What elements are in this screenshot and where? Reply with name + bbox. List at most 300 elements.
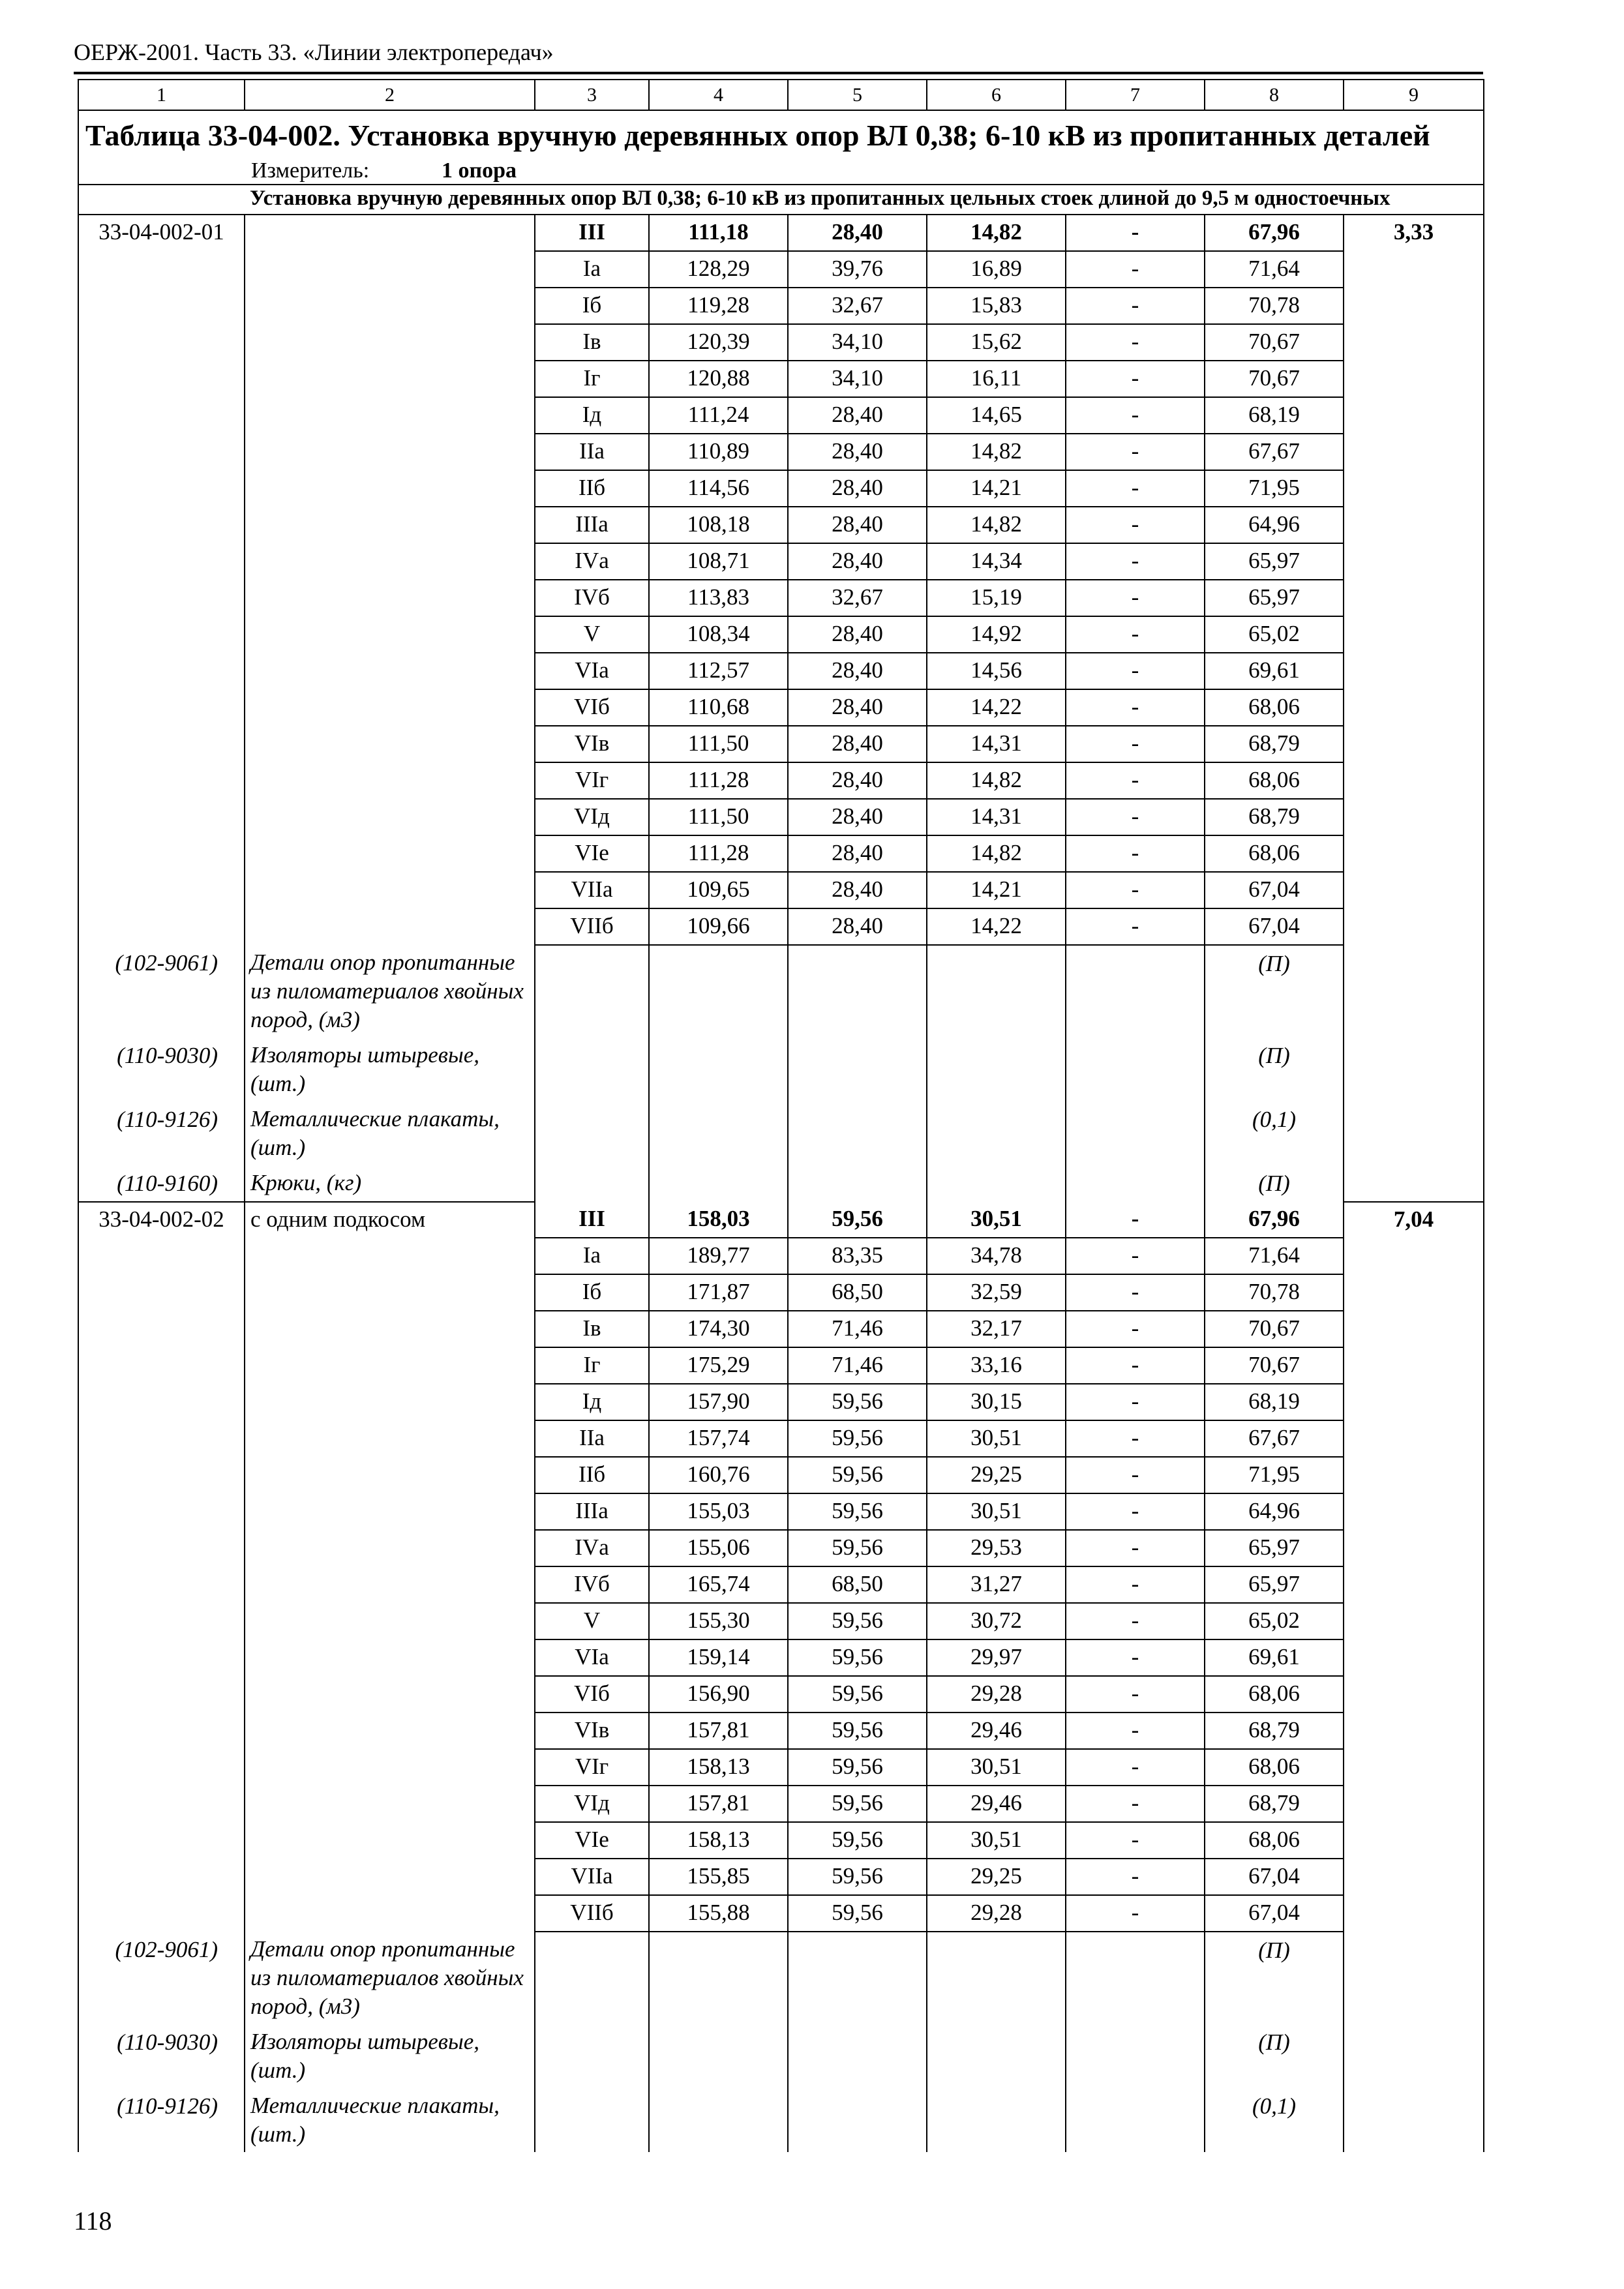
empty-cell <box>535 1101 649 1165</box>
empty-cell <box>1344 1932 1484 2024</box>
zone-cell: VIIб <box>535 908 649 945</box>
zone-cell: V <box>535 616 649 653</box>
rate-code <box>78 1822 245 1859</box>
resource-row <box>78 2088 1484 2152</box>
table-row <box>78 1384 1484 1420</box>
empty-cell <box>1344 2024 1484 2088</box>
rate-code <box>78 507 245 543</box>
col9-cell <box>1344 543 1484 580</box>
col9-cell <box>1344 1311 1484 1347</box>
rate-code <box>78 288 245 324</box>
rate-description <box>245 689 535 726</box>
zone-cell: Iг <box>535 361 649 397</box>
rate-code <box>78 835 245 872</box>
resource-row <box>78 945 1484 1038</box>
col9-cell <box>1344 361 1484 397</box>
resource-row <box>78 2024 1484 2088</box>
rate-code <box>78 762 245 799</box>
table-row <box>78 616 1484 653</box>
col9-cell <box>1344 799 1484 835</box>
rate-description <box>245 361 535 397</box>
value-cell: 15,62 <box>927 324 1066 361</box>
value-cell: 14,82 <box>927 507 1066 543</box>
rate-description <box>245 872 535 908</box>
zone-cell: Iв <box>535 1311 649 1347</box>
value-cell: 157,74 <box>649 1420 788 1457</box>
value-cell: 68,06 <box>1205 835 1344 872</box>
value-cell: 114,56 <box>649 470 788 507</box>
value-cell: 59,56 <box>788 1639 927 1676</box>
value-cell: - <box>1066 762 1205 799</box>
rate-code <box>78 1603 245 1639</box>
zone-cell: VIд <box>535 799 649 835</box>
col9-cell <box>1344 1384 1484 1420</box>
value-cell: 70,67 <box>1205 324 1344 361</box>
value-cell: - <box>1066 397 1205 434</box>
resource-row <box>78 1038 1484 1101</box>
empty-cell <box>649 2088 788 2152</box>
rate-description <box>245 616 535 653</box>
rate-code <box>78 580 245 616</box>
value-cell: - <box>1066 689 1205 726</box>
rate-code <box>78 1311 245 1347</box>
table-row <box>78 653 1484 689</box>
rate-description <box>245 1238 535 1274</box>
value-cell: 15,19 <box>927 580 1066 616</box>
rate-description <box>245 1493 535 1530</box>
rate-code <box>78 872 245 908</box>
value-cell: 33,16 <box>927 1347 1066 1384</box>
value-cell: 14,82 <box>927 434 1066 470</box>
value-cell: 59,56 <box>788 1530 927 1566</box>
rate-description <box>245 1639 535 1676</box>
value-cell: - <box>1066 1493 1205 1530</box>
value-cell: 120,39 <box>649 324 788 361</box>
rate-description <box>245 908 535 945</box>
table-row <box>78 1274 1484 1311</box>
resource-code: (102-9061) <box>78 1932 245 2024</box>
resource-qty: (П) <box>1205 1038 1344 1101</box>
column-number: 6 <box>927 80 1066 110</box>
col9-cell <box>1344 580 1484 616</box>
value-cell: 65,02 <box>1205 616 1344 653</box>
table-row <box>78 215 1484 251</box>
empty-cell <box>1066 1101 1205 1165</box>
value-cell: 175,29 <box>649 1347 788 1384</box>
value-cell: 68,79 <box>1205 799 1344 835</box>
value-cell: - <box>1066 580 1205 616</box>
zone-cell: VIд <box>535 1786 649 1822</box>
table-row <box>78 324 1484 361</box>
empty-cell <box>788 1165 927 1202</box>
rate-code <box>78 1347 245 1384</box>
value-cell: 14,65 <box>927 397 1066 434</box>
table-row <box>78 762 1484 799</box>
value-cell: 59,56 <box>788 1384 927 1420</box>
value-cell: 67,04 <box>1205 872 1344 908</box>
unit-row <box>78 158 1484 185</box>
col9-cell <box>1344 251 1484 288</box>
value-cell: 32,59 <box>927 1274 1066 1311</box>
zone-cell: Iд <box>535 1384 649 1420</box>
unit-cell <box>78 158 1484 185</box>
table-row <box>78 1676 1484 1713</box>
value-cell: 65,97 <box>1205 543 1344 580</box>
value-cell: 67,67 <box>1205 434 1344 470</box>
value-cell: 70,78 <box>1205 1274 1344 1311</box>
empty-cell <box>649 945 788 1038</box>
value-cell: 67,04 <box>1205 1859 1344 1895</box>
empty-cell <box>927 2088 1066 2152</box>
value-cell: 14,82 <box>927 215 1066 251</box>
value-cell: - <box>1066 470 1205 507</box>
section-row <box>78 185 1484 215</box>
rate-code <box>78 251 245 288</box>
value-cell: - <box>1066 1311 1205 1347</box>
value-cell: - <box>1066 1639 1205 1676</box>
table-title-row <box>78 110 1484 158</box>
value-cell: 14,22 <box>927 908 1066 945</box>
col9-cell <box>1344 1274 1484 1311</box>
empty-cell <box>535 2088 649 2152</box>
zone-cell: Iа <box>535 251 649 288</box>
rate-code <box>78 543 245 580</box>
value-cell: 68,79 <box>1205 1786 1344 1822</box>
value-cell: 71,95 <box>1205 1457 1344 1493</box>
col9-cell <box>1344 1457 1484 1493</box>
value-cell: 14,21 <box>927 470 1066 507</box>
value-cell: 16,89 <box>927 251 1066 288</box>
rate-code <box>78 397 245 434</box>
value-cell: 113,83 <box>649 580 788 616</box>
empty-cell <box>649 1101 788 1165</box>
rate-code: 33-04-002-01 <box>78 215 245 251</box>
rate-description <box>245 835 535 872</box>
value-cell: 111,28 <box>649 835 788 872</box>
col9-cell <box>1344 762 1484 799</box>
col9-cell <box>1344 1530 1484 1566</box>
zone-cell: IIа <box>535 434 649 470</box>
value-cell: 68,06 <box>1205 1676 1344 1713</box>
table-row <box>78 1457 1484 1493</box>
rate-description <box>245 726 535 762</box>
value-cell: 28,40 <box>788 397 927 434</box>
value-cell: 111,24 <box>649 397 788 434</box>
empty-cell <box>1066 1038 1205 1101</box>
col9-cell <box>1344 1895 1484 1932</box>
rate-code <box>78 1895 245 1932</box>
col9-cell <box>1344 726 1484 762</box>
empty-cell <box>535 1038 649 1101</box>
col9-cell: 3,33 <box>1344 215 1484 251</box>
rate-description: с одним подкосом <box>245 1202 535 1238</box>
zone-cell: Iг <box>535 1347 649 1384</box>
empty-cell <box>788 1932 927 2024</box>
resource-name: Крюки, (кг) <box>245 1165 535 1202</box>
table-row <box>78 1786 1484 1822</box>
rate-code <box>78 1566 245 1603</box>
value-cell: 109,65 <box>649 872 788 908</box>
rate-code <box>78 1786 245 1822</box>
empty-cell <box>788 1038 927 1101</box>
value-cell: 110,89 <box>649 434 788 470</box>
value-cell: - <box>1066 1384 1205 1420</box>
value-cell: 68,06 <box>1205 762 1344 799</box>
value-cell: 68,19 <box>1205 397 1344 434</box>
empty-cell <box>927 945 1066 1038</box>
value-cell: 28,40 <box>788 799 927 835</box>
value-cell: 29,46 <box>927 1786 1066 1822</box>
resource-row <box>78 1165 1484 1202</box>
empty-cell <box>927 2024 1066 2088</box>
value-cell: 160,76 <box>649 1457 788 1493</box>
zone-cell: VIб <box>535 689 649 726</box>
column-number: 9 <box>1344 80 1484 110</box>
rate-description <box>245 1786 535 1822</box>
value-cell: 158,13 <box>649 1749 788 1786</box>
empty-cell <box>649 1038 788 1101</box>
empty-cell <box>1066 1165 1205 1202</box>
value-cell: 71,46 <box>788 1347 927 1384</box>
rate-description <box>245 543 535 580</box>
table-row <box>78 251 1484 288</box>
value-cell: 29,28 <box>927 1676 1066 1713</box>
value-cell: 67,96 <box>1205 1202 1344 1238</box>
value-cell: 14,31 <box>927 726 1066 762</box>
value-cell: 28,40 <box>788 507 927 543</box>
empty-cell <box>927 1165 1066 1202</box>
table-row <box>78 1895 1484 1932</box>
resource-name: Детали опор пропитанные из пиломатериалов хвойных пород, (м3) <box>245 945 535 1038</box>
value-cell: - <box>1066 1274 1205 1311</box>
rate-description <box>245 507 535 543</box>
rate-code <box>78 653 245 689</box>
resource-code: (110-9030) <box>78 2024 245 2088</box>
rate-description <box>245 653 535 689</box>
resource-code: (110-9126) <box>78 2088 245 2152</box>
col9-cell <box>1344 1566 1484 1603</box>
value-cell: 71,46 <box>788 1311 927 1347</box>
unit-value: 1 опора <box>442 158 517 183</box>
resource-qty: (0,1) <box>1205 2088 1344 2152</box>
resource-code: (110-9126) <box>78 1101 245 1165</box>
col9-cell <box>1344 507 1484 543</box>
zone-cell: Iд <box>535 397 649 434</box>
col9-cell <box>1344 616 1484 653</box>
table-row <box>78 1347 1484 1384</box>
value-cell: 128,29 <box>649 251 788 288</box>
table-row <box>78 507 1484 543</box>
rate-description <box>245 251 535 288</box>
value-cell: - <box>1066 1566 1205 1603</box>
zone-cell: VIIа <box>535 1859 649 1895</box>
value-cell: - <box>1066 434 1205 470</box>
value-cell: 111,50 <box>649 799 788 835</box>
value-cell: - <box>1066 215 1205 251</box>
column-number: 2 <box>245 80 535 110</box>
zone-cell: IVб <box>535 1566 649 1603</box>
col9-cell <box>1344 1639 1484 1676</box>
value-cell: 59,56 <box>788 1713 927 1749</box>
column-number: 4 <box>649 80 788 110</box>
value-cell: 68,79 <box>1205 726 1344 762</box>
table-row <box>78 1566 1484 1603</box>
table-row <box>78 835 1484 872</box>
zone-cell: VIб <box>535 1676 649 1713</box>
zone-cell: IIб <box>535 470 649 507</box>
col9-cell <box>1344 835 1484 872</box>
rate-description <box>245 1347 535 1384</box>
rate-code <box>78 1274 245 1311</box>
column-number: 8 <box>1205 80 1344 110</box>
empty-cell <box>1344 1165 1484 1202</box>
zone-cell: VIа <box>535 653 649 689</box>
value-cell: - <box>1066 1202 1205 1238</box>
resource-qty: (П) <box>1205 1165 1344 1202</box>
value-cell: - <box>1066 726 1205 762</box>
value-cell: 14,34 <box>927 543 1066 580</box>
value-cell: 28,40 <box>788 689 927 726</box>
table-row <box>78 689 1484 726</box>
resource-name: Изоляторы штыревые, (шт.) <box>245 1038 535 1101</box>
value-cell: - <box>1066 1713 1205 1749</box>
value-cell: 14,82 <box>927 762 1066 799</box>
value-cell: 69,61 <box>1205 1639 1344 1676</box>
col9-cell <box>1344 470 1484 507</box>
rate-code <box>78 1493 245 1530</box>
rate-code <box>78 689 245 726</box>
empty-cell <box>535 945 649 1038</box>
col9-cell <box>1344 1859 1484 1895</box>
value-cell: 67,04 <box>1205 908 1344 945</box>
rate-code <box>78 616 245 653</box>
value-cell: 65,97 <box>1205 580 1344 616</box>
value-cell: 68,06 <box>1205 1822 1344 1859</box>
value-cell: 67,04 <box>1205 1895 1344 1932</box>
rate-code <box>78 1420 245 1457</box>
value-cell: 70,78 <box>1205 288 1344 324</box>
value-cell: 28,40 <box>788 835 927 872</box>
zone-cell: III <box>535 215 649 251</box>
value-cell: 30,51 <box>927 1420 1066 1457</box>
value-cell: 28,40 <box>788 470 927 507</box>
value-cell: 70,67 <box>1205 361 1344 397</box>
col9-cell <box>1344 1420 1484 1457</box>
value-cell: 112,57 <box>649 653 788 689</box>
column-numbers-row <box>78 80 1484 110</box>
value-cell: - <box>1066 1676 1205 1713</box>
value-cell: 67,67 <box>1205 1420 1344 1457</box>
value-cell: 59,56 <box>788 1749 927 1786</box>
value-cell: 59,56 <box>788 1786 927 1822</box>
value-cell: - <box>1066 616 1205 653</box>
table-row <box>78 580 1484 616</box>
value-cell: 31,27 <box>927 1566 1066 1603</box>
resource-qty: (П) <box>1205 2024 1344 2088</box>
col9-cell <box>1344 689 1484 726</box>
empty-cell <box>1344 945 1484 1038</box>
value-cell: 28,40 <box>788 908 927 945</box>
value-cell: 119,28 <box>649 288 788 324</box>
rate-description <box>245 397 535 434</box>
zone-cell: VIIа <box>535 872 649 908</box>
rate-code <box>78 1530 245 1566</box>
value-cell: - <box>1066 1238 1205 1274</box>
value-cell: 15,83 <box>927 288 1066 324</box>
zone-cell: IVб <box>535 580 649 616</box>
value-cell: 171,87 <box>649 1274 788 1311</box>
value-cell: 109,66 <box>649 908 788 945</box>
resource-qty: (0,1) <box>1205 1101 1344 1165</box>
col9-cell <box>1344 1347 1484 1384</box>
rate-code <box>78 1859 245 1895</box>
value-cell: 34,78 <box>927 1238 1066 1274</box>
rate-code: 33-04-002-02 <box>78 1202 245 1238</box>
value-cell: 14,31 <box>927 799 1066 835</box>
value-cell: 32,17 <box>927 1311 1066 1347</box>
value-cell: - <box>1066 361 1205 397</box>
zone-cell: VIг <box>535 762 649 799</box>
empty-cell <box>1066 1932 1205 2024</box>
value-cell: 28,40 <box>788 653 927 689</box>
table-row <box>78 1603 1484 1639</box>
page-number: 118 <box>74 2206 112 2236</box>
resource-name: Изоляторы штыревые, (шт.) <box>245 2024 535 2088</box>
col9-cell <box>1344 324 1484 361</box>
table-row <box>78 1713 1484 1749</box>
resource-qty: (П) <box>1205 945 1344 1038</box>
empty-cell <box>788 2024 927 2088</box>
table-row <box>78 1420 1484 1457</box>
table-row <box>78 1493 1484 1530</box>
value-cell: 30,51 <box>927 1749 1066 1786</box>
table-row <box>78 1859 1484 1895</box>
empty-cell <box>1344 1038 1484 1101</box>
resource-code: (110-9030) <box>78 1038 245 1101</box>
rate-code <box>78 470 245 507</box>
rate-code <box>78 1238 245 1274</box>
rate-description <box>245 1895 535 1932</box>
value-cell: - <box>1066 1347 1205 1384</box>
value-cell: 155,85 <box>649 1859 788 1895</box>
table-row <box>78 1530 1484 1566</box>
column-number: 7 <box>1066 80 1205 110</box>
value-cell: 29,28 <box>927 1895 1066 1932</box>
running-header: ОЕРЖ-2001. Часть 33. «Линии электропередач» <box>74 39 554 65</box>
zone-cell: Iб <box>535 1274 649 1311</box>
value-cell: 59,56 <box>788 1493 927 1530</box>
value-cell: 69,61 <box>1205 653 1344 689</box>
header-rule <box>74 72 1483 74</box>
table-row <box>78 1238 1484 1274</box>
rate-description <box>245 1384 535 1420</box>
value-cell: 155,06 <box>649 1530 788 1566</box>
value-cell: - <box>1066 288 1205 324</box>
col9-cell <box>1344 908 1484 945</box>
empty-cell <box>1344 2088 1484 2152</box>
rate-code <box>78 434 245 470</box>
rate-description <box>245 1822 535 1859</box>
resource-name: Детали опор пропитанные из пиломатериалов хвойных пород, (м3) <box>245 1932 535 2024</box>
value-cell: - <box>1066 1457 1205 1493</box>
resource-code: (102-9061) <box>78 945 245 1038</box>
col9-cell <box>1344 1238 1484 1274</box>
zone-cell: Iб <box>535 288 649 324</box>
col9-cell <box>1344 1786 1484 1822</box>
value-cell: 70,67 <box>1205 1347 1344 1384</box>
zone-cell: VIв <box>535 726 649 762</box>
value-cell: 68,79 <box>1205 1713 1344 1749</box>
